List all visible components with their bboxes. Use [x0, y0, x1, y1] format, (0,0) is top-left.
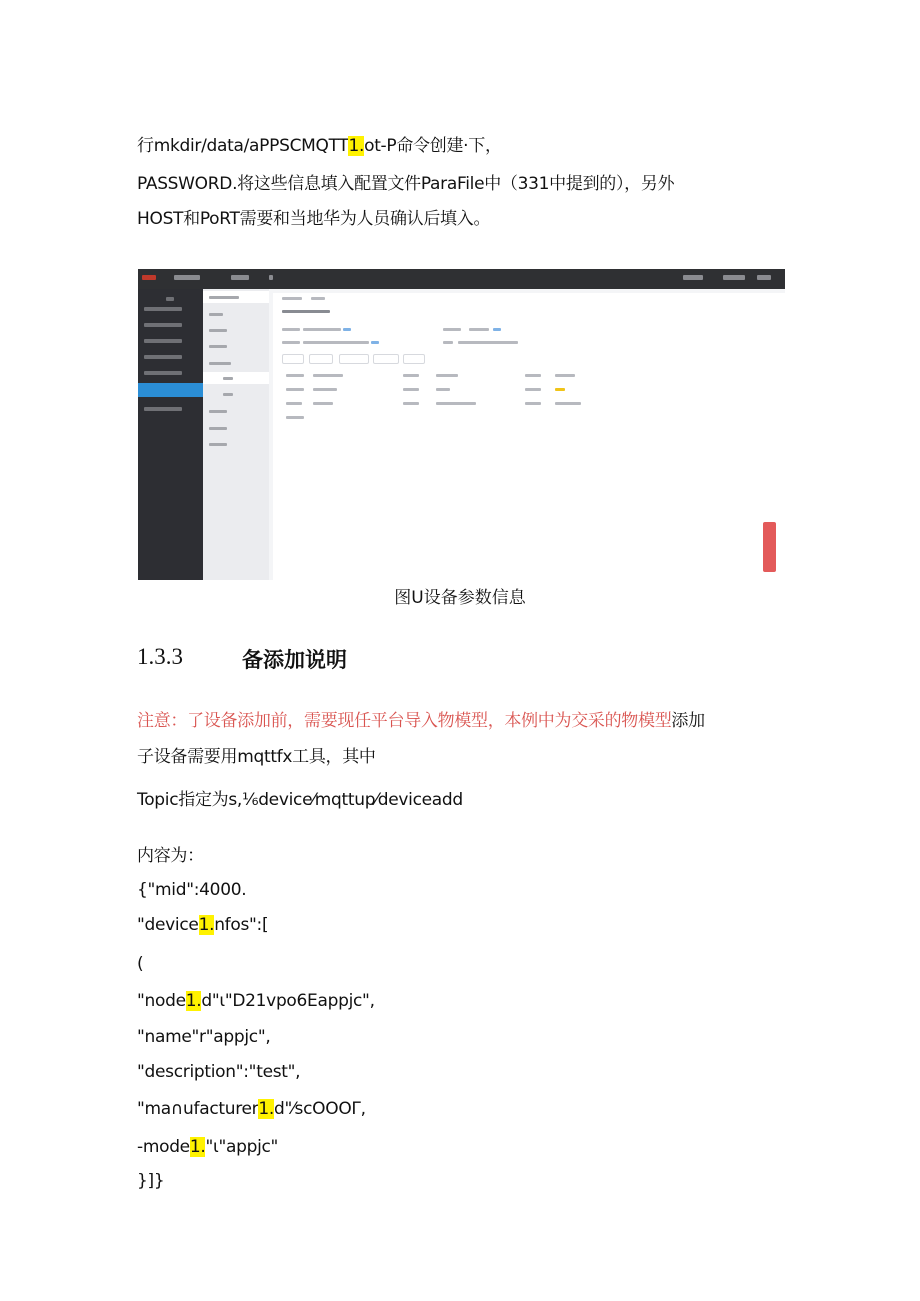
code-line-3: ( — [137, 954, 144, 974]
sidebar-active-item — [138, 383, 203, 397]
text-segment: d"ι"D21vpo6Eappjc", — [201, 991, 375, 1011]
text-segment: nfos":[ — [214, 915, 269, 935]
paragraph-line-2: PASSWORD.将这些信息填入配置文件ParaFile中（331中提到的），另外 — [137, 174, 675, 194]
highlighted-text: 1. — [348, 136, 365, 156]
code-line-4 — [137, 991, 375, 1011]
code-line-2 — [137, 915, 268, 935]
app-topbar — [138, 269, 785, 289]
code-line-5: "name"r"appjc", — [137, 1027, 271, 1047]
floating-help-tab — [763, 522, 776, 572]
code-line-1: {"mid":4000. — [137, 880, 247, 900]
text-segment: ot-P命令创建·下， — [364, 136, 502, 156]
figure-caption: 图U设备参数信息 — [394, 588, 526, 608]
topic-line: Topic指定为s,⅙device⁄mqttup⁄deviceadd — [137, 790, 463, 810]
paragraph-line-1 — [137, 131, 502, 156]
highlighted-text: 1. — [258, 1099, 274, 1119]
text-segment: "ma∩ufacturer — [137, 1099, 259, 1119]
device-parameters-screenshot — [138, 269, 785, 580]
text-segment: "device — [137, 915, 199, 935]
app-content — [273, 293, 785, 580]
code-line-6: "description":"test", — [137, 1062, 301, 1082]
text-segment: d"⁄scOOOΓ, — [274, 1099, 366, 1119]
note-black-text: 添加 — [671, 711, 705, 731]
text-segment: 行mkdir/data/aPPSCMQTT — [137, 136, 349, 156]
highlighted-text: 1. — [189, 1137, 206, 1157]
section-number: 1.3.3 — [137, 644, 183, 669]
code-line-7 — [137, 1099, 366, 1119]
section-title: 备添加说明 — [242, 648, 347, 672]
highlighted-text: 1. — [185, 991, 202, 1011]
code-line-9: }]} — [137, 1171, 165, 1191]
app-subnav — [203, 289, 269, 580]
highlighted-text: 1. — [198, 915, 215, 935]
text-segment: -mode — [137, 1137, 190, 1157]
note-line-1 — [137, 706, 705, 731]
code-line-8 — [137, 1137, 278, 1157]
note-red-text: 注意：了设备添加前，需要现任平台导入物模型，本例中为交采的物模型 — [137, 711, 672, 731]
content-label: 内容为： — [137, 846, 204, 866]
paragraph-line-3: HOST和PoRT需要和当地华为人员确认后填入。 — [137, 209, 491, 229]
app-sidebar — [138, 289, 203, 580]
text-segment: "node — [137, 991, 186, 1011]
note-line-2: 子设备需要用mqttfx工具，其中 — [137, 747, 376, 767]
text-segment: "ι"appjc" — [205, 1137, 279, 1157]
